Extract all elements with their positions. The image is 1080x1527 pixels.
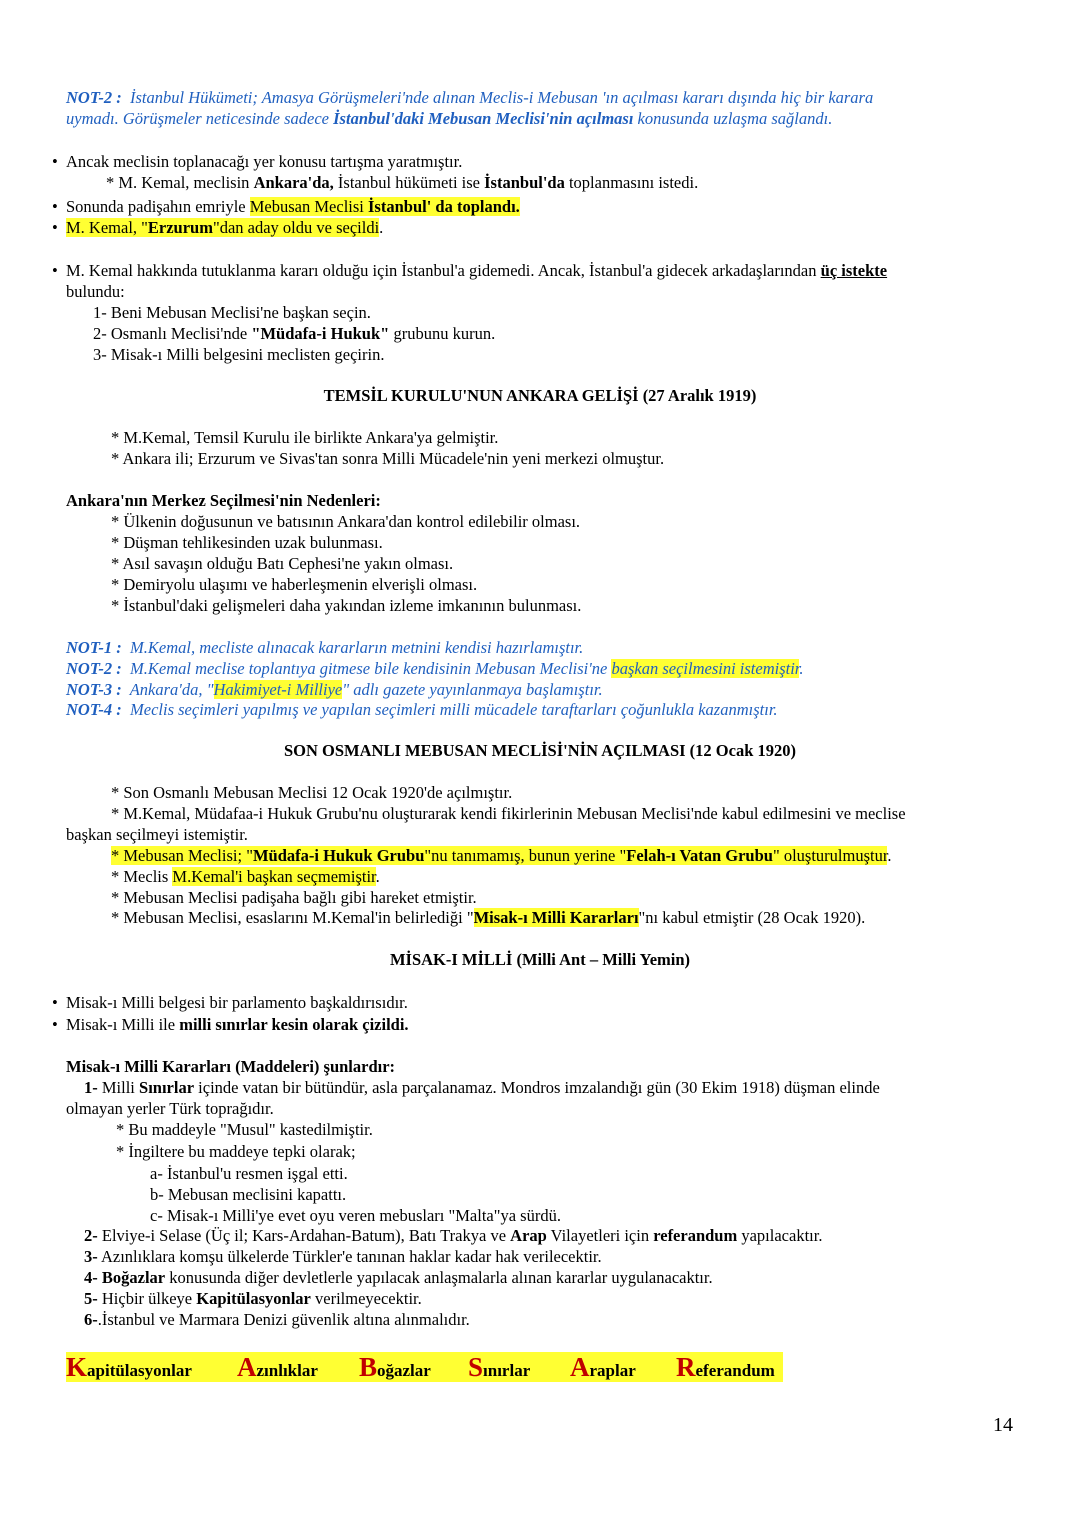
- keyword-araplar: Araplar: [570, 1352, 636, 1382]
- misak-bullet-2: • Misak-ı Milli ile milli sınırlar kesin olarak çizildi.: [66, 1015, 409, 1035]
- mebusan-line-5: * Mebusan Meclisi padişaha bağlı gibi hareket etmiştir.: [111, 888, 477, 907]
- article-6: 6-.İstanbul ve Marmara Denizi güvenlik altına alınmalıdır.: [84, 1310, 470, 1329]
- mebusan-line-6: * Mebusan Meclisi, esaslarını M.Kemal'in belirlediği "Misak-ı Milli Kararları"nı kabul etmiştir (28 Ocak 1920).: [111, 908, 866, 927]
- article-1: 1- Milli Sınırlar içinde vatan bir bütündür, asla parçalanamaz. Mondros imzalandığı gün (30 Ekim 1918) düşman elinde: [84, 1078, 880, 1097]
- mebusan-line-1: * Son Osmanlı Mebusan Meclisi 12 Ocak 1920'de açılmıştır.: [111, 783, 513, 802]
- mebusan-line-2: * M.Kemal, Müdafaa-i Hukuk Grubu'nu oluşturarak kendi fikirlerinin Mebusan Meclisi'nde kabul edilmesini ve meclise: [111, 804, 906, 823]
- reason-2: * Düşman tehlikesinden uzak bulunması.: [111, 533, 383, 552]
- note-3: NOT-3 : Ankara'da, "Hakimiyet-i Milliye" adlı gazete yayınlanmaya başlamıştır.: [66, 680, 603, 699]
- article-1-sub-1: * Bu maddeyle "Musul" kastedilmiştir.: [116, 1120, 373, 1139]
- misak-bullet-1: • Misak-ı Milli belgesi bir parlamento başkaldırısıdır.: [66, 993, 408, 1013]
- temsil-line-1: * M.Kemal, Temsil Kurulu ile birlikte Ankara'ya gelmiştir.: [111, 428, 499, 447]
- request-1: 1- Beni Mebusan Meclisi'ne başkan seçin.: [93, 303, 371, 322]
- reason-5: * İstanbul'daki gelişmeleri daha yakından izleme imkanının bulunması.: [111, 596, 582, 615]
- article-1-sub-b: b- Mebusan meclisini kapattı.: [150, 1185, 347, 1204]
- bullet-meeting-place: • Ancak meclisin toplanacağı yer konusu tartışma yaratmıştır.: [66, 152, 462, 172]
- article-4: 4- Boğazlar konusunda diğer devletlerle yapılacak anlaşmalarla alınan kararlar uygulanacaktır.: [84, 1268, 713, 1287]
- article-2: 2- Elviye-i Selase (Üç il; Kars-Ardahan-Batum), Batı Trakya ve Arap Vilayetleri için referandum yapılacaktır.: [84, 1226, 823, 1245]
- note-2-top-line2: uymadı. Görüşmeler neticesinde sadece İstanbul'daki Mebusan Meclisi'nin açılması konusunda uzlaşma sağlandı.: [66, 109, 833, 128]
- bullet-arrest-cont: bulundu:: [66, 282, 125, 301]
- article-1-cont: olmayan yerler Türk toprağıdır.: [66, 1099, 274, 1118]
- request-2: 2- Osmanlı Meclisi'nde "Müdafa-i Hukuk" grubunu kurun.: [93, 324, 496, 343]
- article-1-sub-a: a- İstanbul'u resmen işgal etti.: [150, 1164, 348, 1183]
- article-5: 5- Hiçbir ülkeye Kapitülasyonlar verilmeyecektir.: [84, 1289, 422, 1308]
- bullet-arrest: • M. Kemal hakkında tutuklanma kararı olduğu için İstanbul'a gidemedi. Ancak, İstanbul'a gidecek arkadaşlarından üç istekte: [66, 261, 887, 281]
- keyword-kapitulasyonlar: Kapitülasyonlar: [66, 1352, 192, 1382]
- note-1: NOT-1 : M.Kemal, mecliste alınacak kararların metnini kendisi hazırlamıştır.: [66, 638, 584, 657]
- subheading-ankara-reasons: Ankara'nın Merkez Seçilmesi'nin Nedenleri:: [66, 491, 381, 510]
- mebusan-line-3: * Mebusan Meclisi; "Müdafa-i Hukuk Grubu"nu tanımamış, bunun yerine "Felah-ı Vatan Grubu" oluşturulmuştur.: [111, 846, 892, 865]
- request-3: 3- Misak-ı Milli belgesini meclisten geçirin.: [93, 345, 385, 364]
- heading-misak-i-milli: MİSAK-I MİLLİ (Milli Ant – Milli Yemin): [389, 950, 691, 969]
- bullet-meeting-place-sub: * M. Kemal, meclisin Ankara'da, İstanbul hükümeti ise İstanbul'da toplanmasını istedi.: [106, 173, 699, 192]
- reason-1: * Ülkenin doğusunun ve batısının Ankara'dan kontrol edilebilir olması.: [111, 512, 581, 531]
- note-2-top-line1: NOT-2 : İstanbul Hükümeti; Amasya Görüşmeleri'nde alınan Meclis-i Mebusan 'ın açılması kararı dışında hiç bir karara: [66, 88, 874, 107]
- bullet-istanbul-meeting: • Sonunda padişahın emriyle Mebusan Meclisi İstanbul' da toplandı.: [66, 197, 520, 217]
- keyword-bogazlar: Boğazlar: [359, 1352, 431, 1382]
- page-number: 14: [993, 1414, 1013, 1436]
- heading-son-osmanli: SON OSMANLI MEBUSAN MECLİSİ'NİN AÇILMASI (12 Ocak 1920): [283, 741, 796, 760]
- mebusan-line-2-cont: başkan seçilmeyi istemiştir.: [66, 825, 248, 844]
- keyword-referandum: Referandum: [676, 1352, 775, 1382]
- mebusan-line-4: * Meclis M.Kemal'i başkan seçmemiştir.: [111, 867, 380, 886]
- reason-3: * Asıl savaşın olduğu Batı Cephesi'ne yakın olması.: [111, 554, 454, 573]
- reason-4: * Demiryolu ulaşımı ve haberleşmenin elverişli olması.: [111, 575, 478, 594]
- temsil-line-2: * Ankara ili; Erzurum ve Sivas'tan sonra Milli Mücadele'nin yeni merkezi olmuştur.: [111, 449, 665, 468]
- keyword-sinirlar: Sınırlar: [468, 1352, 531, 1382]
- keyword-azinliklar: Azınlıklar: [237, 1352, 318, 1382]
- bullet-erzurum: • M. Kemal, "Erzurum"dan aday oldu ve seçildi.: [66, 218, 383, 238]
- article-3: 3- Azınlıklara komşu ülkelerde Türkler'e tanınan haklar kadar hak verilecektir.: [84, 1247, 602, 1266]
- article-1-sub-c: c- Misak-ı Milli'ye evet oyu veren mebusları "Malta"ya sürdü.: [150, 1206, 561, 1225]
- note-4: NOT-4 : Meclis seçimleri yapılmış ve yapılan seçimleri milli mücadele taraftarları çoğunlukla kazanmıştır.: [66, 700, 778, 719]
- mnemonic-keyword-bar: [66, 1352, 783, 1382]
- article-1-sub-2: * İngiltere bu maddeye tepki olarak;: [116, 1142, 356, 1161]
- subheading-misak-articles: Misak-ı Milli Kararları (Maddeleri) şunlardır:: [66, 1057, 396, 1076]
- note-2: NOT-2 : M.Kemal meclise toplantıya gitmese bile kendisinin Mebusan Meclisi'ne başkan seçilmesini istemiştir.: [66, 659, 804, 678]
- heading-temsil-kurulu: TEMSİL KURULU'NUN ANKARA GELİŞİ (27 Aralık 1919): [323, 386, 757, 405]
